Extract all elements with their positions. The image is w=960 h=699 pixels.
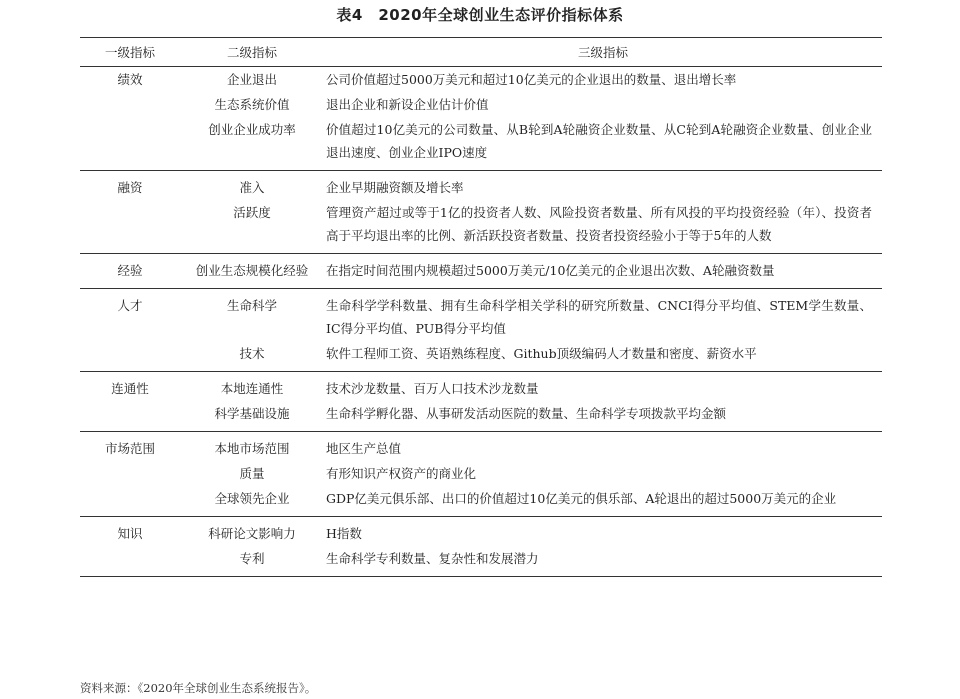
level3-indicator: 公司价值超过5000万美元和超过10亿美元的企业退出的数量、退出增长率 (326, 72, 737, 87)
level1-indicator (80, 486, 180, 517)
level2-indicator: 科研论文影响力 (180, 517, 324, 547)
level3-indicator: 生命科学专利数量、复杂性和发展潜力 (324, 546, 882, 577)
level2-indicator: 创业生态规模化经验 (180, 254, 324, 289)
table-row (80, 117, 882, 171)
header-level1: 一级指标 (80, 38, 180, 67)
table-row (80, 171, 882, 201)
level1-indicator: 知识 (80, 517, 180, 547)
level3-indicator: 有形知识产权资产的商业化 (326, 466, 477, 481)
table-header-row (80, 38, 882, 67)
table-row (80, 67, 882, 93)
level3-indicator: 生命科学孵化器、从事研发活动医院的数量、生命科学专项拨款平均金额 (326, 406, 727, 421)
level1-indicator (80, 117, 180, 171)
table-row (80, 200, 882, 254)
table-row (80, 486, 882, 517)
table-row (80, 546, 882, 577)
level3-indicator: 生命科学学科数量、拥有生命科学相关学科的研究所数量、CNCI得分平均值、STEM学生数量、IC得分平均值、PUB得分平均值 (324, 289, 882, 342)
level2-indicator: 准入 (180, 171, 324, 201)
table-body (80, 67, 882, 577)
level1-indicator: 经验 (80, 254, 180, 289)
level2-indicator: 企业退出 (226, 72, 277, 87)
table-row (80, 254, 882, 289)
table-row (80, 461, 882, 486)
header-level2: 二级指标 (180, 38, 324, 67)
level2-indicator: 技术 (239, 346, 265, 361)
level2-indicator: 本地市场范围 (180, 432, 324, 462)
level3-indicator: 退出企业和新设企业估计价值 (326, 97, 489, 112)
level1-indicator (80, 92, 180, 117)
table-row (80, 92, 882, 117)
level3-indicator: 在指定时间范围内规模超过5000万美元/10亿美元的企业退出次数、A轮融资数量 (324, 254, 882, 289)
level2-indicator: 专利 (180, 546, 324, 577)
table-title: 表4 2020年全球创业生态评价指标体系 (336, 6, 624, 24)
level3-indicator: 技术沙龙数量、百万人口技术沙龙数量 (324, 372, 882, 402)
level3-indicator: 地区生产总值 (324, 432, 882, 462)
table-row (80, 289, 882, 342)
level3-indicator: 价值超过10亿美元的公司数量、从B轮到A轮融资企业数量、从C轮到A轮融资企业数量、创业企业退出速度、创业企业IPO速度 (326, 122, 872, 160)
level3-indicator: H指数 (324, 517, 882, 547)
level1-indicator (80, 341, 180, 372)
indicator-table (80, 37, 882, 577)
level2-indicator: 本地连通性 (180, 372, 324, 402)
table-row (80, 517, 882, 547)
header-level3: 三级指标 (324, 38, 882, 67)
level1-indicator: 绩效 (117, 72, 143, 87)
table-row (80, 401, 882, 432)
level1-indicator: 连通性 (80, 372, 180, 402)
level1-indicator (80, 401, 180, 432)
table-row (80, 341, 882, 372)
level2-indicator: 全球领先企业 (214, 491, 290, 506)
level1-indicator (80, 461, 180, 486)
table-row (80, 372, 882, 402)
level1-indicator: 市场范围 (80, 432, 180, 462)
level1-indicator (80, 546, 180, 577)
level1-indicator: 融资 (80, 171, 180, 201)
level2-indicator: 科学基础设施 (214, 406, 290, 421)
source-note: 资料来源：《2020年全球创业生态系统报告》。 (80, 681, 317, 695)
level2-indicator: 活跃度 (233, 205, 271, 220)
level1-indicator (80, 200, 180, 254)
level3-indicator: 软件工程师工资、英语熟练程度、Github顶级编码人才数量和密度、薪资水平 (326, 346, 757, 361)
level2-indicator: 创业企业成功率 (208, 122, 296, 137)
level2-indicator: 生态系统价值 (214, 97, 290, 112)
level2-indicator: 生命科学 (180, 289, 324, 342)
level2-indicator: 质量 (239, 466, 265, 481)
level1-indicator: 人才 (80, 289, 180, 342)
level3-indicator: 管理资产超过或等于1亿的投资者人数、风险投资者数量、所有风投的平均投资经验（年）、投资者高于平均退出率的比例、新活跃投资者数量、投资者投资经验小于等于5年的人数 (326, 205, 872, 243)
table-row (80, 432, 882, 462)
level3-indicator: GDP亿美元俱乐部、出口的价值超过10亿美元的俱乐部、A轮退出的超过5000万美元的企业 (326, 491, 837, 506)
level3-indicator: 企业早期融资额及增长率 (324, 171, 882, 201)
